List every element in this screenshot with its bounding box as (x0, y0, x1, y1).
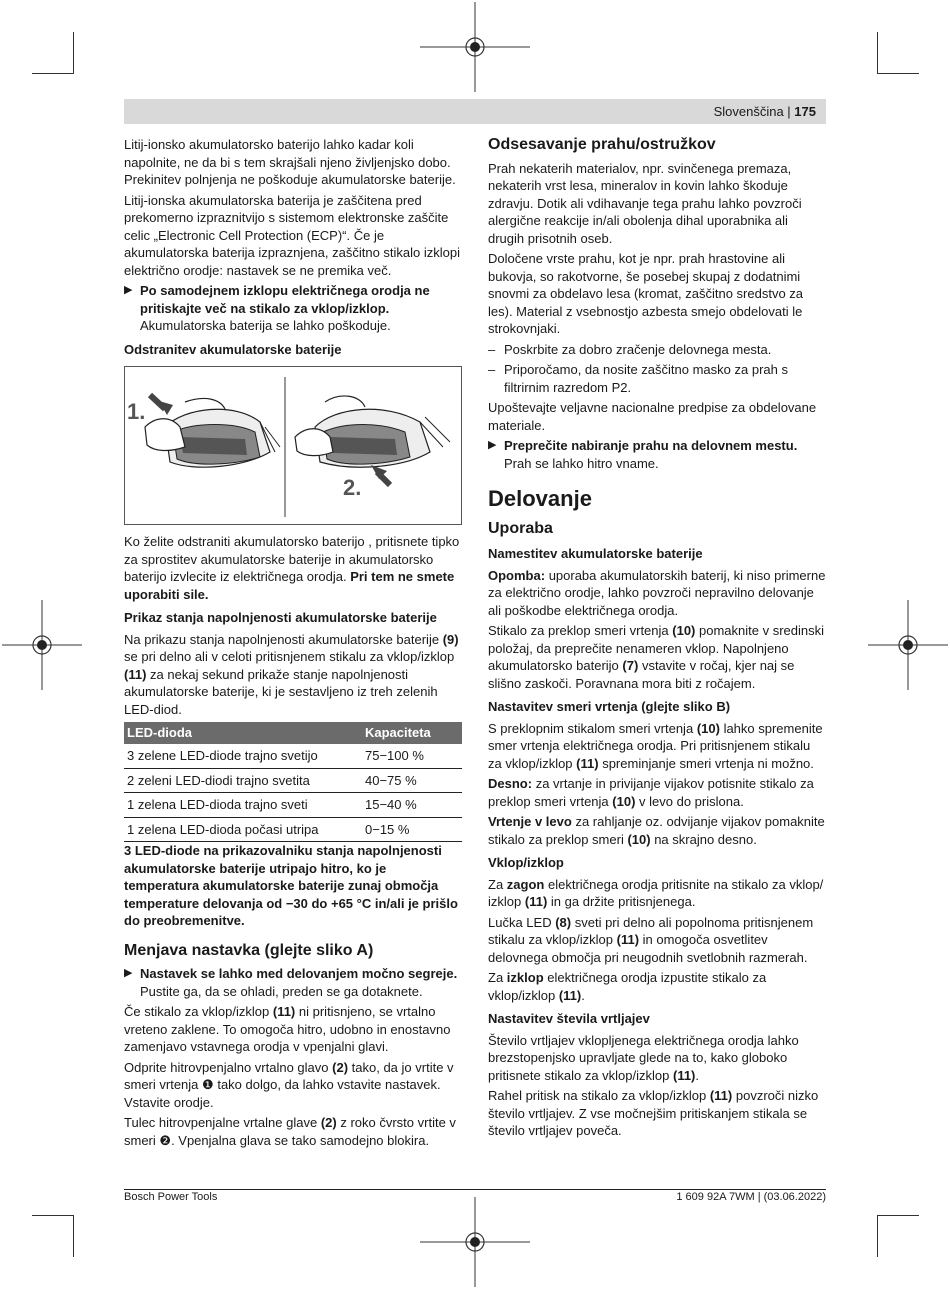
footer-doc-id: 1 609 92A 7WM | (03.06.2022) (676, 1191, 826, 1203)
paragraph (124, 631, 462, 719)
list-text: Priporočamo, da nosite zaščitno masko za prah s filtrirnim razredom P2. (504, 362, 788, 395)
text: ni pritisnjeno, se vrtalno vreteno zaklene. To omogoča hitro, udobno in enostavno zamenjavo vstavnega orodja v vpenjalni glavi. (124, 1004, 451, 1054)
table-cell: 1 zelena LED-dioda trajno sveti (124, 793, 362, 818)
subsection-heading: Nastavitev smeri vrtenja (glejte sliko B) (488, 699, 731, 714)
paragraph: Prah nekaterih materialov, npr. svinčenega premaza, nekaterih vrst lesa, mineralov in kovin lahko škoduje zdravju. Dotik ali vdihavanje tega prahu lahko povzroči alergične reakcije in/ali obolenja dihal uporabnika ali drugih prisotnih oseb. (488, 160, 802, 246)
text: uporaba akumulatorskih baterij, ki niso primerne za električno orodje, lahko povzroči nepravilno delovanje ali poškodbe električnega orodja. (488, 567, 826, 618)
text: vstavite v ročaj, kjer naj se slišno zaskoči. Poravnana mora biti z ročajem. (488, 658, 795, 691)
rotation-1-icon: ❶ (202, 1077, 214, 1092)
text: Če stikalo za vklop/izklop (124, 1004, 270, 1019)
warning-bullet (488, 437, 826, 472)
text: lahko spremenite smer vrtenja električnega orodja. Pri pritisnjenem stikalu za vklop/izklop (488, 720, 823, 771)
text: in ga držite pritisnjenega. (550, 894, 696, 909)
crop-mark (32, 1215, 74, 1216)
table-row (124, 744, 462, 768)
paragraph (488, 567, 826, 620)
paragraph (488, 720, 826, 773)
paragraph-bold: Pri tem ne smete uporabiti sile. (124, 569, 455, 602)
ref: (11) (272, 1004, 296, 1019)
text: sveti pri delno ali popolnoma pritisnjenem stikalu za vklop/izklop (488, 914, 814, 947)
paragraph: Upoštevajte veljavne nacionalne predpise za obdelovane materiale. (488, 400, 817, 433)
paragraph: Določene vrste prahu, kot je npr. prah hrastovine ali bukovja, so rakotvorne, še posebej skupaj z dodatnimi snovmi za obdelavo lesa (kromat, zaščitno sredstvo za les). Material z vsebnostjo azbesta smejo obdelovati le strokovnjaki. (488, 251, 804, 336)
dash-icon: – (488, 341, 496, 357)
text: v levo do prislona. (639, 793, 744, 809)
registration-mark-left (2, 600, 82, 690)
chapter-heading: Delovanje (488, 486, 592, 511)
text: za rahljanje oz. odvijanje vijakov pomaknite stikalo za preklop smeri (488, 814, 825, 847)
right-column (488, 136, 826, 1143)
text: S preklopnim stikalom smeri vrtenja (488, 720, 694, 736)
table-cell: 15−40 % (362, 793, 462, 818)
arrow-bullet-icon: ▶ (488, 439, 497, 451)
header-language: Slovenščina (713, 104, 784, 119)
ref: (11) (616, 932, 640, 947)
subsection-heading: Namestitev akumulatorske baterije (488, 546, 703, 561)
crop-mark (877, 1215, 878, 1257)
ref: (10) (696, 720, 720, 736)
bullet-bold: Preprečite nabiranje prahu na delovnem mestu. (504, 438, 798, 453)
paragraph (488, 1032, 826, 1085)
note-label: Opomba: (488, 567, 546, 583)
paragraph: Litij-ionsko akumulatorsko baterijo lahko kadar koli napolnite, ne da bi s tem skrajšali njeno življenjsko dobo. Prekinitev polnjenja ne poškoduje akumulatorske baterije. (124, 137, 456, 187)
text: z roko čvrsto vrtite v smeri (124, 1115, 456, 1148)
text: Za (488, 970, 504, 985)
footer-publisher: Bosch Power Tools (124, 1191, 218, 1203)
text: Odprite hitrovpenjalno vrtalno glavo (124, 1059, 329, 1075)
table-cell: 3 zelene LED-diode trajno svetijo (124, 744, 362, 768)
text: Število vrtljajev vklopljenega električnega orodja lahko brezstopenjsko upravljate glede na to, kako globoko pritisnete stikalo za vklop/izklop (488, 1032, 799, 1083)
text: pomaknite v sredinski položaj, da preprečite nenameren vklop. Napolnjeno akumulatorsko baterijo (488, 623, 825, 673)
warning-bullet (124, 282, 462, 335)
crop-mark (877, 32, 878, 74)
ref: (9) (442, 631, 459, 647)
crop-mark (73, 32, 74, 74)
bullet-text: Pustite ga, da se ohladi, preden se ga dotaknete. (140, 983, 423, 999)
ref: (11) (709, 1088, 733, 1103)
text: povzroči nizko število vrtljajev. Z vse močnejšim pritiskanjem stikala se število vrtljajev poveča. (488, 1088, 819, 1138)
paragraph-text: Ko želite odstraniti akumulatorsko baterijo , pritisnete tipko za sprostitev akumulatorske baterije in akumulatorsko baterijo izvlecite iz električnega orodja. (124, 534, 460, 584)
text: električnega orodja izpustite stikalo za vklop/izklop (488, 970, 767, 1003)
warning-bullet (124, 965, 462, 1000)
ref: (10) (627, 831, 651, 847)
arrow-bullet-icon: ▶ (124, 967, 133, 979)
text: se pri delno ali v celoti pritisnjenem stikalu za vklop/izklop (124, 649, 455, 664)
registration-mark-bottom (420, 1197, 530, 1287)
ref: (11) (558, 987, 582, 1003)
paragraph (488, 813, 826, 848)
rotation-2-icon: ❷ (159, 1132, 172, 1148)
text: Za (488, 876, 504, 892)
ref: (7) (622, 658, 639, 673)
paragraph (124, 533, 462, 603)
figure-step-1-label: 1. (127, 399, 146, 424)
text: na skrajno desno. (654, 831, 757, 847)
table-cell: 1 zelena LED-dioda počasi utripa (124, 817, 362, 842)
ref: (2) (332, 1059, 349, 1075)
table-header-row (124, 722, 462, 744)
text: in omogoča osvetlitev delovnega območja pri neugodnih svetlobnih razmerah. (488, 932, 808, 965)
paragraph (488, 969, 826, 1004)
page-header: Slovenščina | 175 (713, 104, 816, 119)
subsection-heading: Nastavitev števila vrtljajev (488, 1011, 650, 1026)
bold-warning: 3 LED-diode na prikazovalniku stanja napolnjenosti akumulatorske baterije utripajo hitro, ko je temperatura akumulatorske baterije zunaj območja temperature delovanja od −30 do +65 °C in/ali je prišlo do preobremenitve. (124, 843, 458, 928)
text: spreminjanje smeri vrtenja ni možno. (602, 755, 814, 771)
ref: (11) (672, 1067, 696, 1083)
text: . Vpenjalna glava se tako samodejno blokira. (171, 1132, 430, 1148)
ref: (11) (124, 666, 147, 682)
column-header: LED-dioda (124, 722, 362, 744)
text: Tulec hitrovpenjalne vrtalne glave (124, 1115, 318, 1130)
text: Rahel pritisk na stikalo za vklop/izklop (488, 1088, 707, 1103)
list-item (488, 361, 826, 396)
footer-rule (124, 1189, 826, 1190)
text: električnega orodja pritisnite na stikalo za vklop/ izklop (488, 876, 824, 909)
figure-step-2-label: 2. (343, 475, 362, 500)
bullet-bold: Po samodejnem izklopu električnega orodja ne pritiskajte več na stikalo za vklop/izklop. (140, 283, 430, 316)
battery-removal-figure (124, 366, 462, 525)
table-row (124, 793, 462, 818)
bullet-bold: Nastavek se lahko med delovanjem močno segreje. (140, 966, 458, 981)
text: tako, da jo vrtite v smeri vrtenja (124, 1059, 454, 1092)
paragraph (488, 775, 826, 810)
paragraph (124, 1114, 462, 1149)
bullet-text: Akumulatorska baterija se lahko poškoduje. (140, 318, 391, 333)
bold-label: Vrtenje v levo (488, 814, 572, 829)
left-column (124, 136, 462, 1152)
bold-word: zagon (506, 876, 545, 892)
ref: (2) (320, 1115, 337, 1130)
table-cell: 2 zeleni LED-diodi trajno svetita (124, 768, 362, 793)
ref: (8) (555, 914, 572, 930)
column-header: Kapaciteta (362, 722, 462, 744)
text: . (695, 1067, 700, 1083)
registration-mark-right (868, 600, 948, 690)
paragraph (488, 622, 826, 692)
page-number: 175 (794, 104, 816, 119)
text: . (581, 987, 585, 1003)
table-cell: 0−15 % (362, 817, 462, 842)
registration-mark-top (420, 2, 530, 92)
subsection-heading: Vklop/izklop (488, 855, 564, 870)
arrow-bullet-icon: ▶ (124, 284, 133, 296)
ref: (11) (576, 755, 599, 771)
paragraph (124, 1003, 462, 1056)
crop-mark (877, 1215, 919, 1216)
battery-removal-illustration (125, 367, 463, 524)
list-text: Poskrbite za dobro zračenje delovnega mesta. (504, 341, 772, 357)
section-heading: Odstranitev akumulatorske baterije (124, 341, 342, 357)
paragraph (488, 1087, 826, 1140)
bold-word: izklop (506, 970, 544, 985)
section-heading: Odsesavanje prahu/ostružkov (488, 136, 716, 153)
text: Lučka LED (488, 914, 552, 930)
bullet-text: Prah se lahko hitro vname. (504, 455, 659, 471)
text: Stikalo za preklop smeri vrtenja (488, 623, 669, 638)
table-row (124, 768, 462, 793)
text: za nekaj sekund prikaže stanje napolnjenosti akumulatorske baterije, ki je sestavljeno iz treh zelenih LED-diod. (124, 666, 438, 717)
ref: (11) (524, 894, 548, 909)
crop-mark (877, 73, 919, 74)
table-row (124, 817, 462, 842)
section-heading: Menjava nastavka (glejte sliko A) (124, 941, 374, 959)
paragraph (124, 1059, 462, 1112)
paragraph: Litij-ionska akumulatorska baterija je zaščitena pred prekomerno izpraznitvijo s sistemom elektronske zaščite celic „Electronic Cell Protection (ECP)“. Če je akumulatorska baterija izpraznjena, zaščitno stikalo izklopi električno orodje: nastavek se ne premika več. (124, 192, 460, 278)
text: tako dolgo, da lahko vstavite nastavek. Vstavite orodje. (124, 1077, 441, 1110)
led-capacity-table (124, 722, 462, 842)
list-item (488, 341, 826, 359)
bold-label: Desno: (488, 776, 533, 791)
table-cell: 75−100 % (362, 744, 462, 768)
paragraph (488, 876, 826, 911)
text: Na prikazu stanja napolnjenosti akumulatorske baterije (124, 631, 440, 647)
ref: (10) (672, 623, 696, 638)
section-heading: Uporaba (488, 519, 553, 537)
ref: (10) (612, 793, 636, 809)
text: za vrtanje in privijanje vijakov potisnite stikalo za preklop smeri vrtenja (488, 776, 814, 809)
paragraph (488, 914, 826, 967)
dash-icon: – (488, 362, 496, 377)
table-cell: 40−75 % (362, 768, 462, 793)
section-heading: Prikaz stanja napolnjenosti akumulatorske baterije (124, 610, 437, 625)
crop-mark (32, 73, 74, 74)
crop-mark (73, 1215, 74, 1257)
